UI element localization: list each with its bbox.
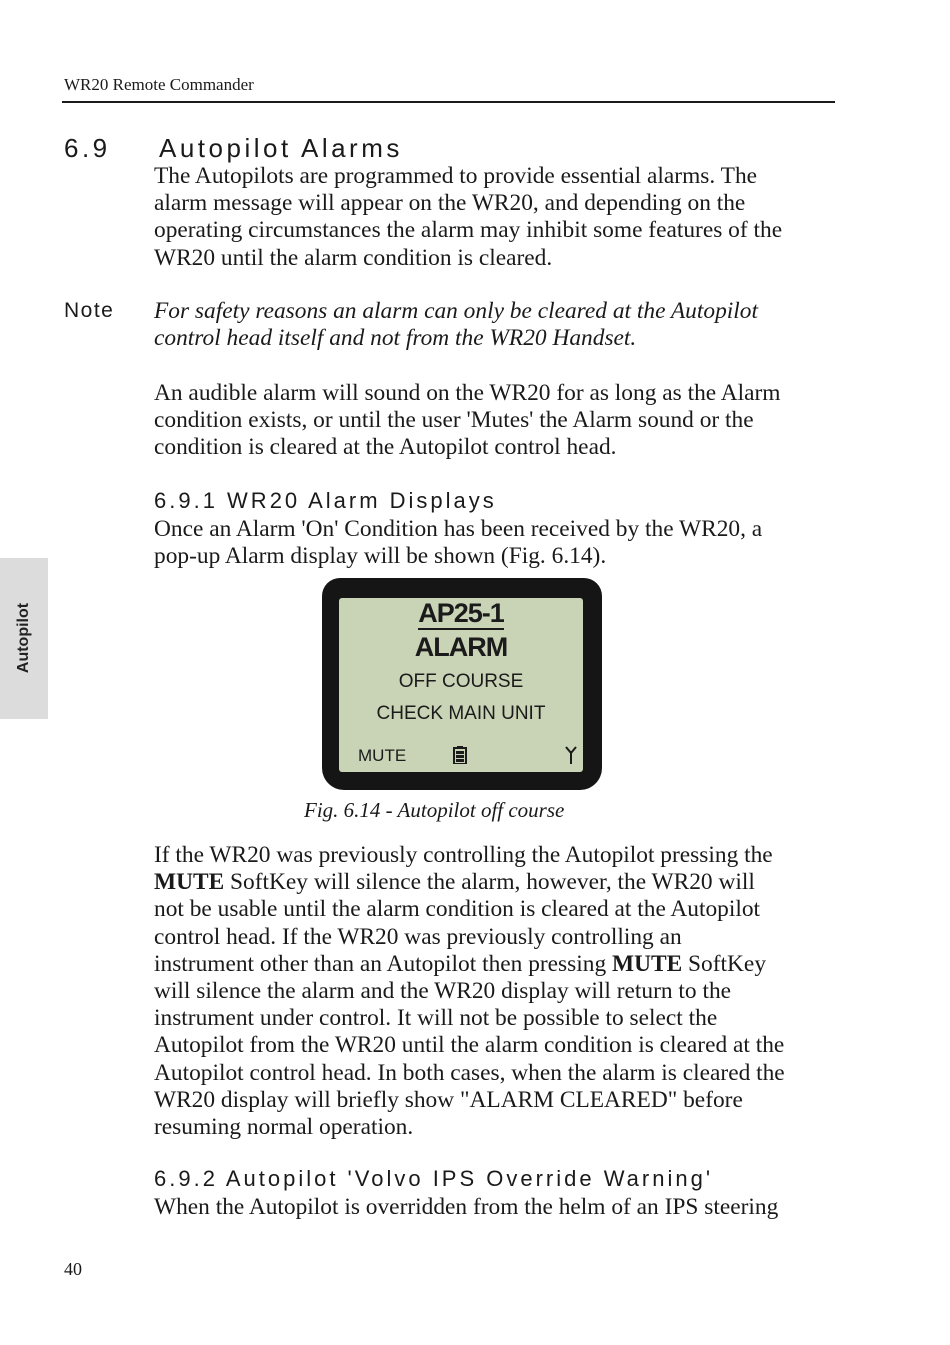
alarm-displays-paragraph (154, 516, 844, 570)
text-line: An audible alarm will sound on the WR20 for as long as the Alarm (154, 380, 781, 406)
text-line: When the Autopilot is overridden from the helm of an IPS steering (154, 1194, 779, 1220)
side-tab-label: Autopilot (15, 602, 32, 674)
audible-paragraph (154, 380, 844, 462)
intro-paragraph (154, 163, 844, 272)
text-line: condition exists, or until the user 'Mutes' the Alarm sound or the (154, 407, 754, 434)
text-line: WR20 display will briefly show "ALARM CLEARED" before (154, 1086, 743, 1113)
lcd-screen (339, 598, 583, 772)
text-fragment: SoftKey will silence the alarm, however, the WR20 will (224, 869, 755, 896)
running-header: WR20 Remote Commander (64, 75, 254, 94)
ips-override-paragraph (154, 1194, 844, 1221)
text-line: condition is cleared at the Autopilot control head. (154, 434, 617, 461)
text-line: WR20 until the alarm condition is cleared. (154, 244, 553, 271)
text-fragment: instrument other than an Autopilot then pressing (154, 950, 613, 977)
text-line: The Autopilots are programmed to provide essential alarms. The (154, 163, 758, 189)
battery-icon (453, 746, 467, 764)
text-line (154, 869, 844, 896)
text-line: Autopilot control head. In both cases, when the alarm is cleared the (154, 1059, 785, 1086)
lcd-title-text: AP25-1 (418, 598, 504, 628)
mute-keyword: MUTE (154, 869, 225, 896)
subsection-heading-ips-override: 6.9.2 Autopilot 'Volvo IPS Override Warning' (154, 1166, 714, 1191)
text-line: not be usable until the alarm condition is cleared at the Autopilot (154, 896, 761, 923)
note-label: Note (64, 299, 115, 322)
side-tab (0, 558, 48, 719)
lcd-message-line: OFF COURSE (398, 671, 524, 692)
text-line: pop-up Alarm display will be shown (Fig. 6.14). (154, 543, 607, 570)
text-line: control head itself and not from the WR20 Handset. (154, 325, 637, 352)
text-line: will silence the alarm and the WR20 display will return to the (154, 978, 732, 1005)
text-fragment: SoftKey (682, 950, 767, 977)
text-line: resuming normal operation. (154, 1114, 414, 1141)
text-line: Once an Alarm 'On' Condition has been received by the WR20, a (154, 516, 763, 542)
lcd-mute-softkey: MUTE (358, 746, 407, 765)
lcd-alarm-label: ALARM (414, 632, 508, 662)
text-line: For safety reasons an alarm can only be cleared at the Autopilot (154, 298, 758, 324)
section-heading (64, 133, 403, 164)
lcd-figure (322, 578, 602, 790)
text-line: Autopilot from the WR20 until the alarm condition is cleared at the (154, 1032, 785, 1059)
text-line: instrument under control. It will not be possible to select the (154, 1005, 718, 1032)
text-line: alarm message will appear on the WR20, and depending on the (154, 190, 746, 217)
note-paragraph (154, 298, 844, 352)
text-line: control head. If the WR20 was previously controlling an (154, 923, 682, 950)
header-rule (62, 101, 835, 103)
mute-keyword: MUTE (612, 950, 683, 977)
figure-caption: Fig. 6.14 - Autopilot off course (304, 798, 565, 822)
lcd-message-line: CHECK MAIN UNIT (376, 703, 546, 724)
section-number: 6.9 (64, 133, 111, 163)
text-line: If the WR20 was previously controlling the Autopilot pressing the (154, 842, 773, 868)
page-number: 40 (64, 1259, 82, 1279)
text-line: operating circumstances the alarm may inhibit some features of the (154, 217, 783, 244)
mute-paragraph (154, 842, 844, 1141)
lcd-title (339, 598, 583, 629)
antenna-icon (565, 746, 577, 764)
subsection-heading-alarm-displays: 6.9.1 WR20 Alarm Displays (154, 488, 497, 513)
text-line (154, 951, 844, 978)
section-title: Autopilot Alarms (159, 133, 403, 163)
